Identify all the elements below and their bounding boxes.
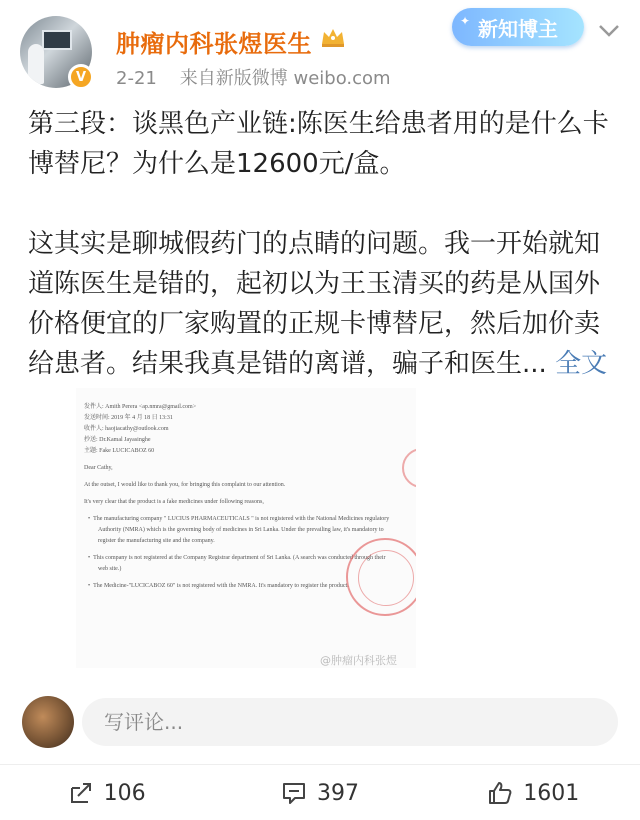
sparkle-icon: ✦	[460, 14, 471, 28]
doc-header-to: 收件人: haojiacathy@outlook.com	[84, 426, 169, 432]
current-user-avatar[interactable]	[22, 696, 74, 748]
avatar-person-shape	[28, 44, 44, 84]
new-knowledge-blogger-badge[interactable]	[452, 8, 584, 46]
post-source: 来自新版微博 weibo.com	[179, 68, 391, 89]
action-bar	[0, 766, 640, 820]
post-paragraph-2-text: 这其实是聊城假药门的点睛的问题。我一开始就知道陈医生是错的，起初以为王玉清买的药是从国外价格便宜的厂家购置的正规卡博替尼，然后加价卖给患者。结果我真是错的离谱，骗子和医生...	[28, 229, 601, 379]
doc-bullet-3: • The Medicine-"LUCICABOZ 60" is not registered with the NMRA. It's mandatory to register the product.	[88, 583, 349, 589]
doc-header-from: 发件人: Amith Perera <ap.nmra@gmail.com>	[84, 404, 197, 410]
comment-row	[0, 692, 640, 752]
post-meta	[116, 64, 391, 90]
author-name[interactable]: 肿瘤内科张煜医生	[116, 30, 312, 58]
crown-icon[interactable]	[320, 26, 346, 48]
comment-count: 397	[316, 780, 359, 806]
like-button[interactable]	[427, 766, 640, 820]
repost-button[interactable]	[0, 766, 213, 820]
doc-header-cc: 抄送: Dr.Kamal Jayasinghe	[84, 437, 151, 443]
doc-header-subject: 主题: Fake LUCICABOZ 60	[84, 448, 155, 454]
doc-body-2: It's very clear that the product is a fake medicines under following reasons,	[84, 499, 264, 505]
doc-bullet-2: • This company is not registered at the Company Registrar department of Sri Lanka. (A search was conducted through their web site.)	[88, 555, 386, 572]
doc-greeting: Dear Cathy,	[84, 465, 113, 471]
badge-label: 新知博主	[478, 16, 558, 41]
avatar-screen-shape	[42, 30, 72, 50]
doc-bullet-1: • The manufacturing company " LUCIUS PHARMACEUTICALS " is not registered with the National Medicines regulatory Authority (NMRA) which is the governing body of medicines in Sri Lanka. Under the prevailing law, it's mandatory to register the manufacturing site and the company.	[88, 516, 390, 544]
comment-button[interactable]	[213, 766, 426, 820]
thumbs-up-icon	[487, 780, 513, 806]
verified-v-icon: V	[68, 64, 94, 90]
comment-input[interactable]	[82, 698, 618, 746]
repost-icon	[68, 780, 94, 806]
doc-body-1: At the outset, I would like to thank you, for bringing this complaint to our attention.	[84, 482, 286, 488]
post-paragraph-2	[28, 224, 618, 384]
post-date: 2-21	[116, 68, 157, 89]
post-header	[0, 0, 640, 100]
red-seal-stamp	[346, 538, 416, 616]
attached-document-image[interactable]	[76, 388, 416, 668]
repost-count: 106	[103, 780, 146, 806]
post-body	[28, 104, 618, 384]
comment-icon	[281, 780, 307, 806]
full-text-link[interactable]: 全文	[555, 349, 608, 379]
divider	[0, 764, 640, 765]
chevron-down-icon[interactable]	[598, 24, 620, 38]
post-paragraph-1: 第三段：谈黑色产业链:陈医生给患者用的是什么卡博替尼？为什么是12600元/盒。	[28, 109, 609, 179]
doc-header-date: 发送时间: 2019 年 4 月 18 日 13:31	[84, 415, 173, 421]
like-count: 1601	[523, 780, 580, 806]
red-seal-stamp-partial	[402, 448, 416, 488]
image-watermark: @肿瘤内科张煜	[320, 654, 397, 667]
